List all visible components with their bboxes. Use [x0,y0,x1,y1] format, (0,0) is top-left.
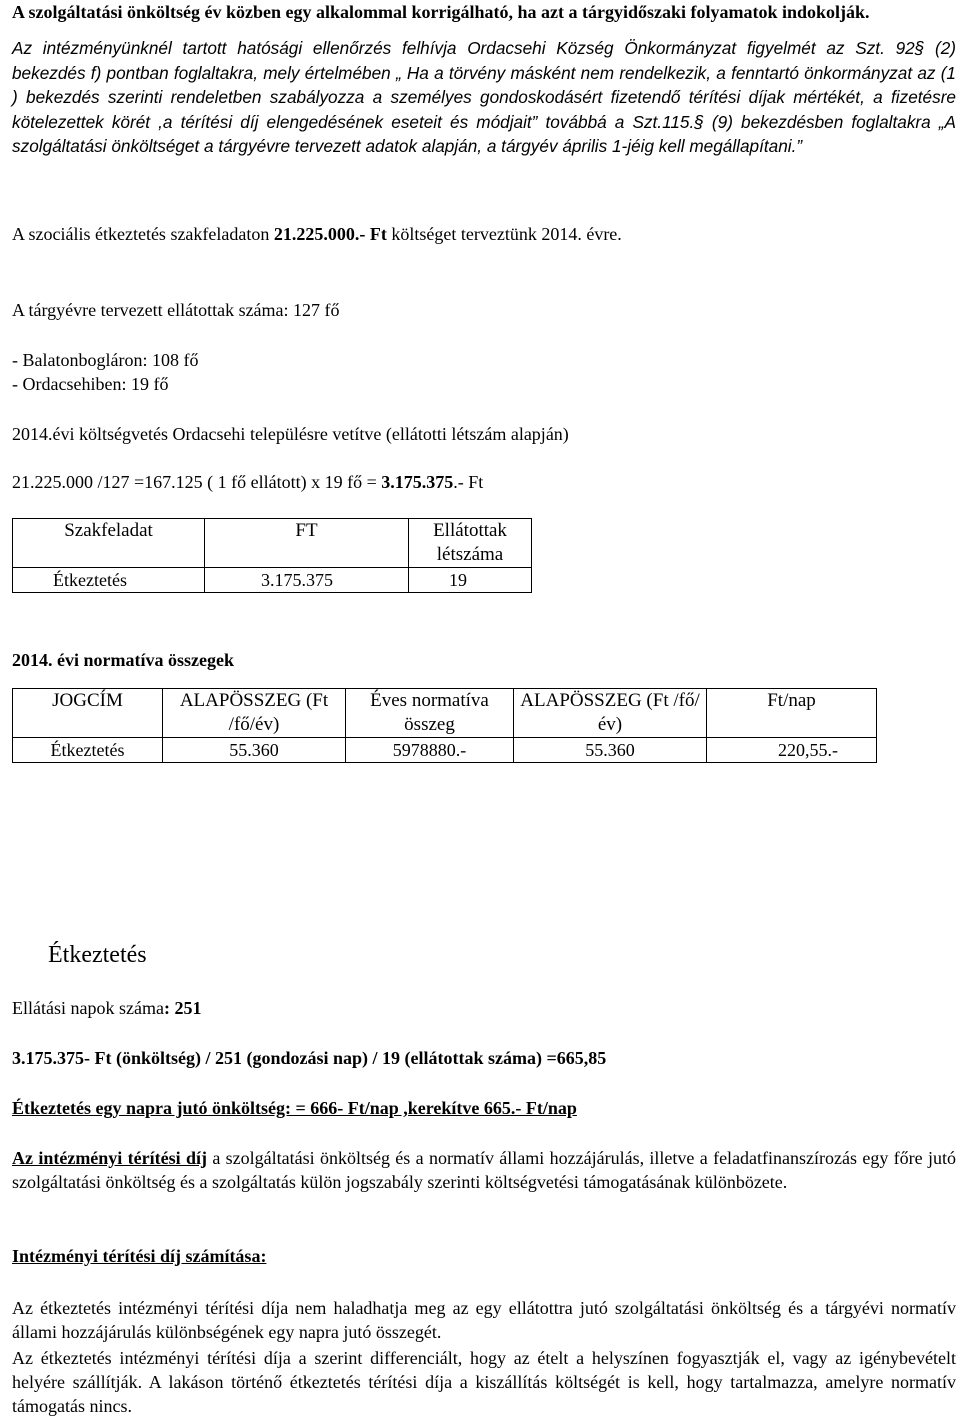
normativa-table [12,688,877,763]
table-cell: 3.175.375 [205,568,409,593]
paragraph-2: Az étkeztetés intézményi térítési díja a szerint differenciált, hogy az ételt a helyszínen fogyasztják el, vagy az igénybevételt helyére szállítják. A lakáson történő étkeztetés térítési díja a kiszállítás költségét is kell, hogy tartalmazza, amelyre normatív támogatás nincs. [12,1348,956,1416]
normativa-title: 2014. évi normatíva összegek [12,650,234,670]
table-row [13,738,877,763]
section-title: Étkeztetés [48,942,147,968]
planned-count-line: A tárgyévre tervezett ellátottak száma: 127 fő [12,300,340,320]
fee-definition: Az intézményi térítési díj a szolgáltatási önköltség és a normatív állami hozzájárulás, illetve a feladatfinanszírozás egy főre jutó szolgáltatási önköltség és a szolgáltatás külön jogszabály szerinti költségvetési támogatásának különbözete. [12,1148,956,1192]
daily-cost-line: Étkeztetés egy napra jutó önköltség: = 666- Ft/nap ,kerekítve 665.- Ft/nap [12,1098,577,1118]
formula-line: 3.175.375- Ft (önköltség) / 251 (gondozási nap) / 19 (ellátottak száma) =665,85 [12,1048,607,1068]
cost-table [12,518,532,593]
table-row [13,568,532,593]
planned-ordacsehi: - Ordacsehiben: 19 fő [12,374,169,394]
intro-paragraph: A szolgáltatási önköltség év közben egy alkalommal korrigálható, ha azt a tárgyidőszaki folyamatok indokolják. [12,2,870,22]
table-header-row [13,689,877,738]
days-line: Ellátási napok száma: 251 [12,998,202,1018]
table-cell: 19 [409,568,532,593]
cost-amount: 21.225.000.- Ft [273,224,387,244]
table-header-cell: Ellátottak létszáma [409,519,532,568]
calc-line: 21.225.000 /127 =167.125 ( 1 fő ellátott) x 19 fő = 3.175.375.- Ft [12,472,484,492]
citation-paragraph: Az intézményünknél tartott hatósági ellenőrzés felhívja Ordacsehi Község Önkormányzat figyelmét az Szt. 92§ (2) bekezdés f) pontban foglaltakra, mely értelmében „ Ha a törvény másként nem rendelkezik, a fenntartó önkormányzat az (1 ) bekezdés szerinti rendeletben szabályozza a személyes gondoskodásért fizetendő térítési díjak mértékét, a fizetésre kötelezettek körét ,a térítési díj elengedésének eseteit és módjait” továbbá a Szt.115.§ (9) bekezdésben foglaltakra „A szolgáltatási önköltséget a tárgyévre tervezett adatok alapján, a tárgyév április 1-jéig kell megállapítani.” [12,38,956,157]
table-header-cell: Ft/nap [707,689,877,738]
table-header-cell: FT [205,519,409,568]
table-header-cell: Szakfeladat [13,519,205,568]
cost-line: A szociális étkeztetés szakfeladaton 21.225.000.- Ft költséget terveztünk 2014. évre. [12,224,622,244]
planned-balatonboglar: - Balatonbogláron: 108 fő [12,350,199,370]
table-cell: 220,55.- [707,738,877,763]
table-header-row [13,519,532,568]
budget-line: 2014.évi költségvetés Ordacsehi településre vetítve (ellátotti létszám alapján) [12,424,569,444]
table-header-cell: JOGCÍM [13,689,163,738]
fee-calc-title: Intézményi térítési díj számítása: [12,1246,267,1266]
table-cell: Étkeztetés [13,568,205,593]
table-header-cell: ALAPÖSSZEG (Ft /fő/év) [514,689,707,738]
table-cell: Étkeztetés [13,738,163,763]
table-header-cell: Éves normatíva összeg [346,689,514,738]
paragraph-1: Az étkeztetés intézményi térítési díja nem haladhatja meg az egy ellátottra jutó szolgáltatási önköltség és a tárgyévi normatív állami hozzájárulás különbségének egy napra jutó összegét. [12,1298,956,1342]
table-cell: 55.360 [514,738,707,763]
table-cell: 55.360 [163,738,346,763]
table-cell: 5978880.- [346,738,514,763]
table-header-cell: ALAPÖSSZEG (Ft /fő/év) [163,689,346,738]
